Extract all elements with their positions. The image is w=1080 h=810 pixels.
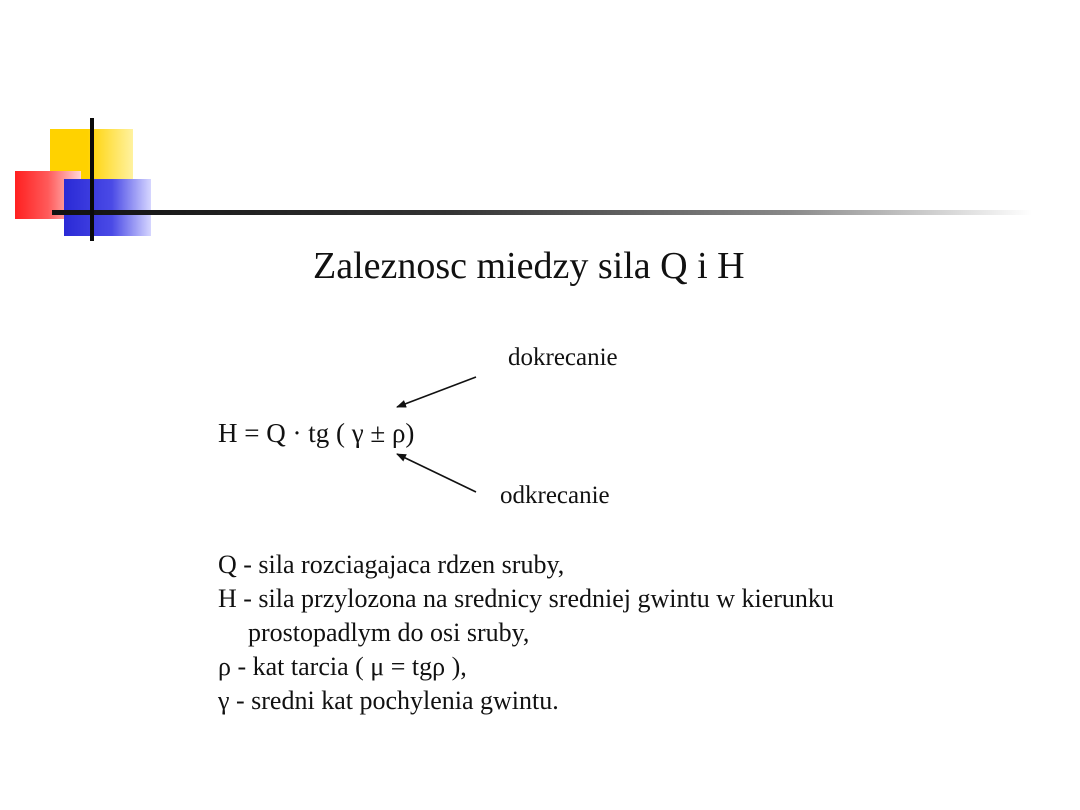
definition-h: H - sila przylozona na srednicy sredniej gwintu w kierunku [218,584,834,613]
label-dokrecanie: dokrecanie [508,344,618,371]
ornament-vertical-bar [90,118,94,241]
label-odkrecanie: odkrecanie [500,482,610,509]
arrow-dokrecanie [397,377,476,407]
title-rule [52,210,1032,215]
formula: H = Q · tg ( γ ± ρ) [218,418,415,448]
arrow-odkrecanie [397,454,476,492]
definition-gamma: γ - sredni kat pochylenia gwintu. [218,686,559,715]
definition-h-cont: prostopadlym do osi sruby, [248,618,530,647]
definition-rho: ρ - kat tarcia ( μ = tgρ ), [218,652,467,681]
ornament-blue-square [64,179,151,236]
slide-title: Zaleznosc miedzy sila Q i H [313,245,745,287]
definitions-list [218,548,834,718]
definition-q: Q - sila rozciagajaca rdzen sruby, [218,550,565,579]
